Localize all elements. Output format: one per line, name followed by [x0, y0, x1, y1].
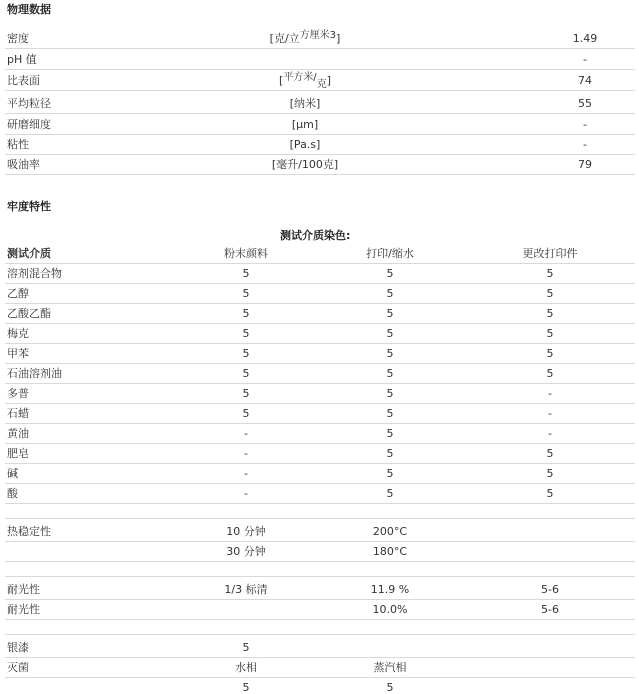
table-cell: 5: [386, 447, 394, 460]
table-cell: 蒸汽相: [373, 661, 407, 674]
table-cell: -: [244, 467, 248, 480]
section-divider: [5, 576, 635, 577]
property-name: 银漆: [7, 641, 29, 654]
table-cell: 5: [386, 267, 394, 280]
table-cell: 5: [546, 287, 554, 300]
table-cell: 水相: [235, 661, 257, 674]
table-cell: 5: [546, 307, 554, 320]
table-cell: 5: [386, 487, 394, 500]
property-unit: [纳米]: [289, 97, 321, 110]
table-row: [5, 263, 635, 284]
heat-stability-row: [5, 521, 635, 542]
property-name: 耐光性: [7, 583, 40, 596]
property-value: -: [583, 53, 587, 66]
physical-row-surface: [5, 70, 635, 91]
property-name: 粘性: [7, 138, 29, 151]
table-cell: 5: [242, 407, 250, 420]
table-cell: 5: [242, 287, 250, 300]
table-cell: 5-6: [541, 583, 559, 596]
table-cell: 5: [386, 467, 394, 480]
table-cell: 5: [386, 681, 394, 694]
table-cell: -: [244, 487, 248, 500]
table-row: [5, 383, 635, 404]
property-name: 灭菌: [7, 661, 29, 674]
property-value: 74: [578, 74, 592, 87]
table-row: [5, 403, 635, 424]
table-cell: 5: [386, 367, 394, 380]
medium-name: 黄油: [7, 427, 29, 440]
column-header: 测试介质: [7, 247, 51, 260]
property-name: 研磨细度: [7, 118, 51, 131]
medium-name: 甲苯: [7, 347, 29, 360]
table-cell: 5: [546, 327, 554, 340]
table-cell: 200°C: [372, 525, 408, 538]
property-unit: [平方米/克]: [279, 72, 331, 90]
misc-row: [5, 677, 635, 692]
property-value: -: [583, 118, 587, 131]
property-name: 耐光性: [7, 603, 40, 616]
property-value: -: [583, 138, 587, 151]
table-cell: 5: [386, 327, 394, 340]
section-divider: [5, 518, 635, 519]
light-fastness-row: [5, 599, 635, 620]
misc-row: [5, 657, 635, 678]
medium-name: 乙酸乙酯: [7, 307, 51, 320]
table-cell: 5: [242, 347, 250, 360]
property-unit: [μm]: [291, 118, 319, 131]
table-cell: -: [548, 427, 552, 440]
table-cell: 5: [386, 307, 394, 320]
table-cell: 5: [242, 367, 250, 380]
table-cell: 5: [546, 347, 554, 360]
table-cell: 30 分钟: [226, 545, 266, 558]
medium-name: 酸: [7, 487, 18, 500]
table-cell: -: [244, 447, 248, 460]
heat-stability-row: [5, 541, 635, 562]
property-value: 1.49: [572, 32, 598, 45]
physical-data-title: 物理数据: [7, 3, 51, 16]
property-unit: [Pa.s]: [289, 138, 321, 151]
table-row: [5, 343, 635, 364]
property-name: 吸油率: [7, 158, 40, 171]
table-row: [5, 323, 635, 344]
property-name: 热稳定性: [7, 525, 51, 538]
table-cell: 5: [386, 407, 394, 420]
table-cell: 5: [546, 267, 554, 280]
table-row: [5, 423, 635, 444]
table-row: [5, 443, 635, 464]
table-cell: 5: [242, 641, 250, 654]
column-header: 更改打印件: [522, 247, 578, 260]
table-cell: -: [548, 407, 552, 420]
table-cell: 10.0%: [372, 603, 408, 616]
table-row: [5, 363, 635, 384]
table-row: [5, 483, 635, 504]
property-unit: [克/立方厘米3]: [269, 30, 341, 45]
medium-name: 溶剂混合物: [7, 267, 62, 280]
table-cell: 5: [546, 367, 554, 380]
table-cell: 5: [546, 447, 554, 460]
medium-name: 石油溶剂油: [7, 367, 62, 380]
physical-row-density: [5, 28, 635, 49]
table-cell: -: [244, 427, 248, 440]
table-cell: 5-6: [541, 603, 559, 616]
property-name: 平均粒径: [7, 97, 51, 110]
physical-row-grind: [5, 114, 635, 135]
table-cell: 5: [386, 387, 394, 400]
property-value: 55: [578, 97, 592, 110]
table-cell: 5: [242, 267, 250, 280]
medium-name: 乙醇: [7, 287, 29, 300]
section-divider: [5, 634, 635, 635]
physical-row-particle-size: [5, 93, 635, 114]
fastness-subtitle: 测试介质染色:: [280, 229, 351, 242]
table-cell: 10 分钟: [226, 525, 266, 538]
physical-row-ph: [5, 49, 635, 70]
table-cell: 11.9 %: [370, 583, 410, 596]
table-cell: 5: [242, 307, 250, 320]
property-unit: [毫升/100克]: [271, 158, 339, 171]
property-name: pH 值: [7, 53, 37, 66]
medium-name: 肥皂: [7, 447, 29, 460]
table-cell: 1/3 标清: [224, 583, 268, 596]
fastness-title: 牢度特性: [7, 200, 51, 213]
property-name: 比表面: [7, 74, 40, 87]
table-cell: 5: [386, 287, 394, 300]
table-cell: -: [548, 387, 552, 400]
table-cell: 5: [546, 487, 554, 500]
table-row: [5, 283, 635, 304]
medium-name: 多普: [7, 387, 29, 400]
column-header: 打印/缩水: [366, 247, 414, 260]
table-row: [5, 303, 635, 324]
property-value: 79: [578, 158, 592, 171]
medium-name: 梅克: [7, 327, 29, 340]
medium-name: 碱: [7, 467, 18, 480]
medium-name: 石蜡: [7, 407, 29, 420]
table-row: [5, 463, 635, 484]
table-cell: 180°C: [372, 545, 408, 558]
table-cell: 5: [386, 427, 394, 440]
fastness-header-row: [5, 243, 635, 264]
column-header: 粉末颜料: [224, 247, 268, 260]
light-fastness-row: [5, 579, 635, 600]
table-cell: 5: [546, 467, 554, 480]
table-cell: 5: [242, 327, 250, 340]
misc-row: [5, 637, 635, 658]
physical-row-viscosity: [5, 134, 635, 155]
physical-row-oil-absorption: [5, 154, 635, 175]
table-cell: 5: [242, 387, 250, 400]
property-name: 密度: [7, 32, 29, 45]
table-cell: 5: [386, 347, 394, 360]
table-cell: 5: [242, 681, 250, 694]
